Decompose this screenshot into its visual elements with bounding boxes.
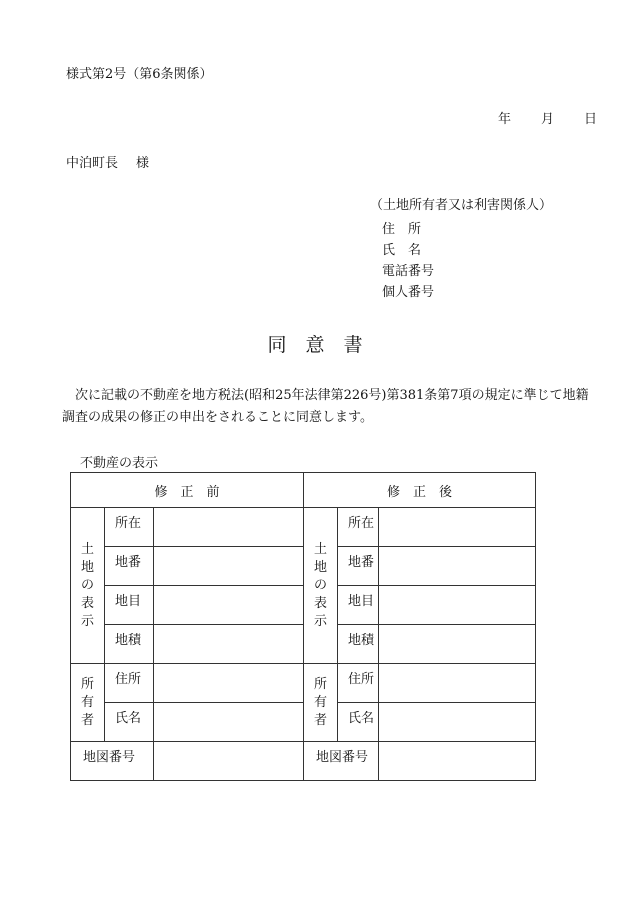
consenter-block (370, 194, 552, 303)
owner-name-label-before: 氏名 (105, 703, 154, 742)
recipient-name: 中泊町長 (66, 156, 119, 171)
table-row (71, 664, 536, 703)
owner-name-field-after[interactable] (379, 703, 536, 742)
location-label-before: 所在 (105, 508, 154, 547)
form-number: 様式第2号（第6条関係） (66, 67, 213, 82)
consenter-phone-label: 電話番号 (382, 264, 435, 279)
before-header: 修 正 前 (71, 473, 304, 508)
owner-group-label-after: 所 有 者 (304, 664, 338, 742)
lot-number-field-before[interactable] (154, 547, 304, 586)
after-header: 修 正 後 (304, 473, 536, 508)
owner-name-label-after: 氏名 (338, 703, 379, 742)
map-number-field-after[interactable] (379, 742, 536, 781)
recipient (66, 152, 149, 171)
owner-name-field-before[interactable] (154, 703, 304, 742)
lot-number-field-after[interactable] (379, 547, 536, 586)
table-row (71, 625, 536, 664)
lot-number-label-before: 地番 (105, 547, 154, 586)
owner-group-label-before: 所 有 者 (71, 664, 105, 742)
lot-number-label-after: 地番 (338, 547, 379, 586)
land-area-label-before: 地積 (105, 625, 154, 664)
owner-address-label-before: 住所 (105, 664, 154, 703)
land-category-field-after[interactable] (379, 586, 536, 625)
date-year-label: 年 (497, 112, 511, 127)
table-row (71, 547, 536, 586)
table-row (71, 586, 536, 625)
owner-address-field-before[interactable] (154, 664, 304, 703)
map-number-label-after: 地図番号 (304, 742, 379, 781)
location-field-before[interactable] (154, 508, 304, 547)
location-label-after: 所在 (338, 508, 379, 547)
owner-address-field-after[interactable] (379, 664, 536, 703)
consenter-id-number-label: 個人番号 (382, 285, 435, 300)
consent-statement: 次に記載の不動産を地方税法(昭和25年法律第226号)第381条第7項の規定に準じて地籍調査の成果の修正の申出をされることに同意します。 (62, 388, 589, 425)
land-area-field-before[interactable] (154, 625, 304, 664)
table-row (71, 703, 536, 742)
recipient-honorific: 様 (136, 156, 150, 171)
land-group-label-before: 土 地 の 表 示 (71, 508, 105, 664)
property-table (70, 472, 536, 781)
document-title: 同 意 書 (267, 334, 363, 356)
date-day-label: 日 (583, 112, 597, 127)
land-area-field-after[interactable] (379, 625, 536, 664)
table-caption: 不動産の表示 (80, 456, 159, 471)
location-field-after[interactable] (379, 508, 536, 547)
land-group-label-after: 土 地 の 表 示 (304, 508, 338, 664)
consenter-address-label: 住 所 (382, 222, 422, 237)
land-category-label-after: 地目 (338, 586, 379, 625)
table-row (71, 508, 536, 547)
date-line (468, 108, 597, 127)
land-area-label-after: 地積 (338, 625, 379, 664)
owner-address-label-after: 住所 (338, 664, 379, 703)
map-number-field-before[interactable] (154, 742, 304, 781)
land-category-field-before[interactable] (154, 586, 304, 625)
table-row (71, 742, 536, 781)
consenter-role: （土地所有者又は利害関係人） (370, 198, 553, 213)
consenter-name-label: 氏 名 (382, 243, 422, 258)
table-header-row (71, 473, 536, 508)
date-month-label: 月 (540, 112, 554, 127)
map-number-label-before: 地図番号 (71, 742, 154, 781)
land-category-label-before: 地目 (105, 586, 154, 625)
